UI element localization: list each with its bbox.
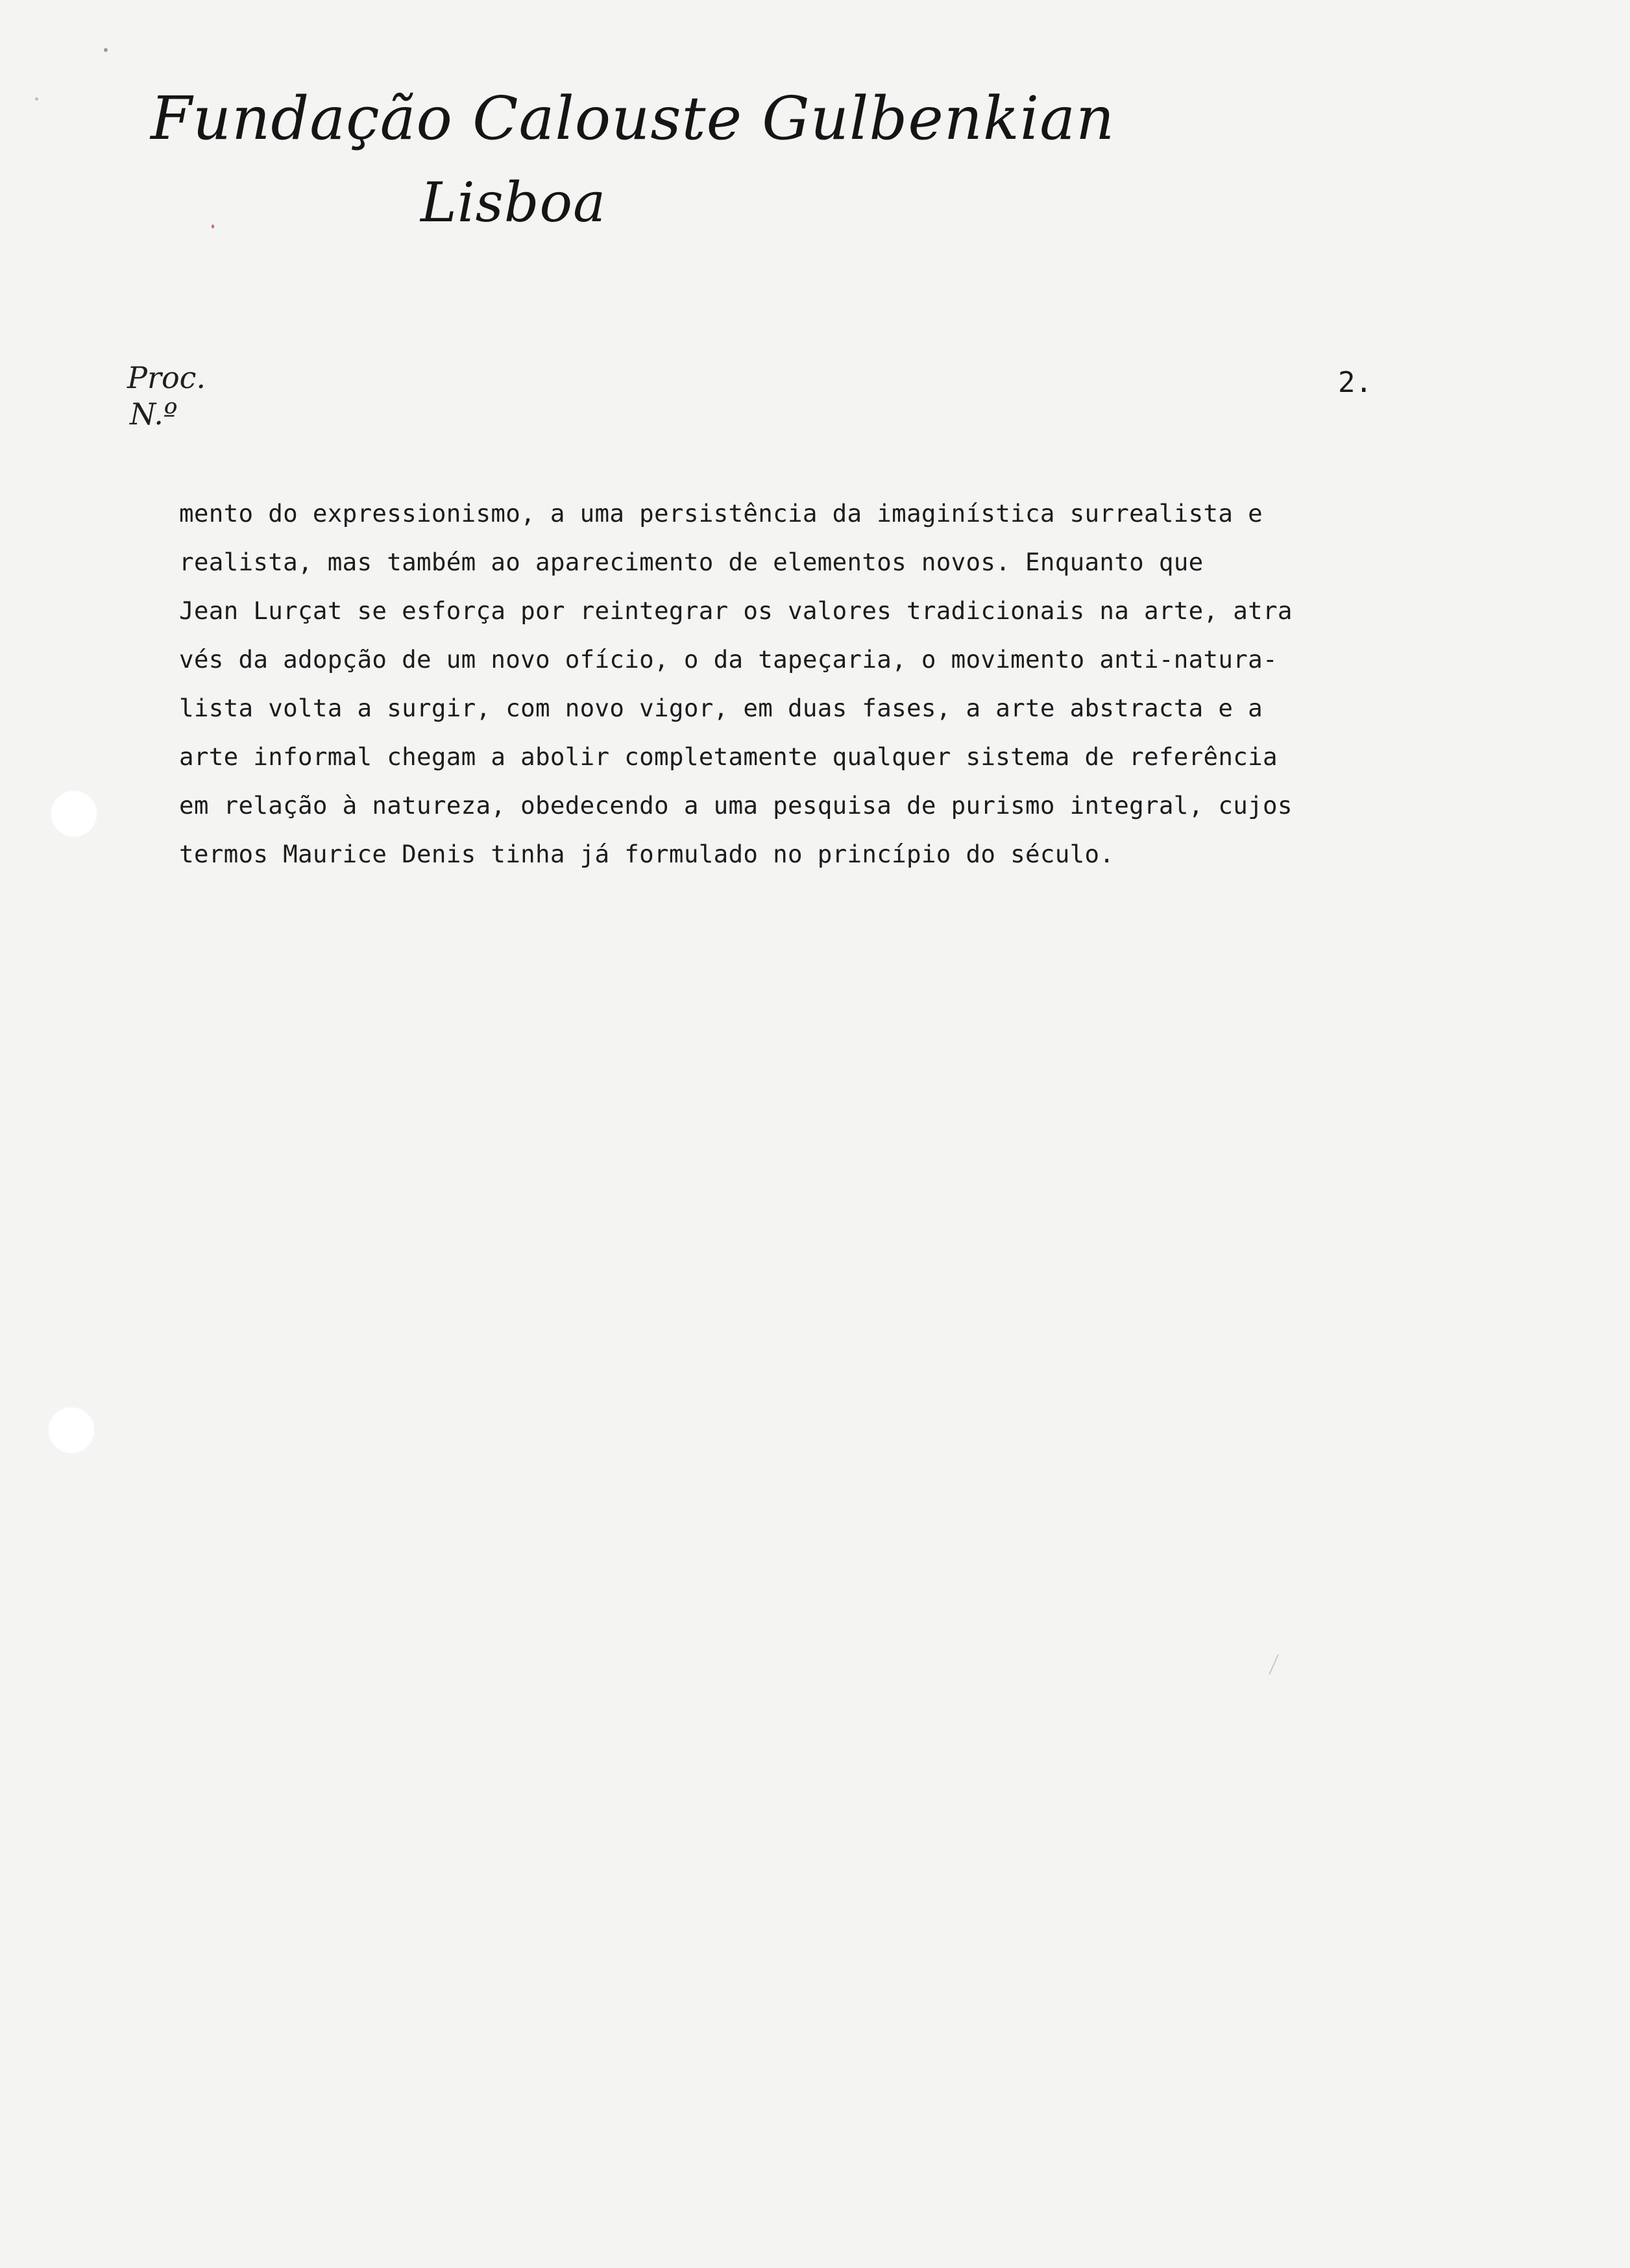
paper-speck [35, 97, 38, 101]
page-number: 2. [1338, 366, 1372, 399]
body-line: em relação à natureza, obedecendo a uma pesquisa de purismo integral, cujos [179, 791, 1293, 820]
proc-label: Proc. [127, 360, 206, 395]
paper-speck [104, 48, 108, 52]
body-line: realista, mas também ao aparecimento de elementos novos. Enquanto que [179, 548, 1204, 576]
body-line: vés da adopção de um novo ofício, o da tapeçaria, o movimento anti-natura- [179, 645, 1278, 674]
body-line: arte informal chegam a abolir completamente qualquer sistema de referência [179, 742, 1278, 771]
ink-speck [212, 225, 214, 228]
body-line: termos Maurice Denis tinha já formulado no princípio do século. [179, 840, 1115, 868]
letterhead-city: Lisboa [420, 171, 607, 234]
letterhead-organization: Fundação Calouste Gulbenkian [151, 84, 1115, 153]
stray-pencil-mark [1269, 1654, 1279, 1675]
punch-hole [48, 1407, 95, 1454]
body-line: mento do expressionismo, a uma persistência da imaginística surrealista e [179, 499, 1263, 528]
body-text [179, 489, 1529, 879]
punch-hole [51, 790, 97, 837]
number-label: N.º [130, 396, 178, 432]
body-line: Jean Lurçat se esforça por reintegrar os valores tradicionais na arte, atra [179, 596, 1293, 625]
body-line: lista volta a surgir, com novo vigor, em duas fases, a arte abstracta e a [179, 694, 1263, 722]
